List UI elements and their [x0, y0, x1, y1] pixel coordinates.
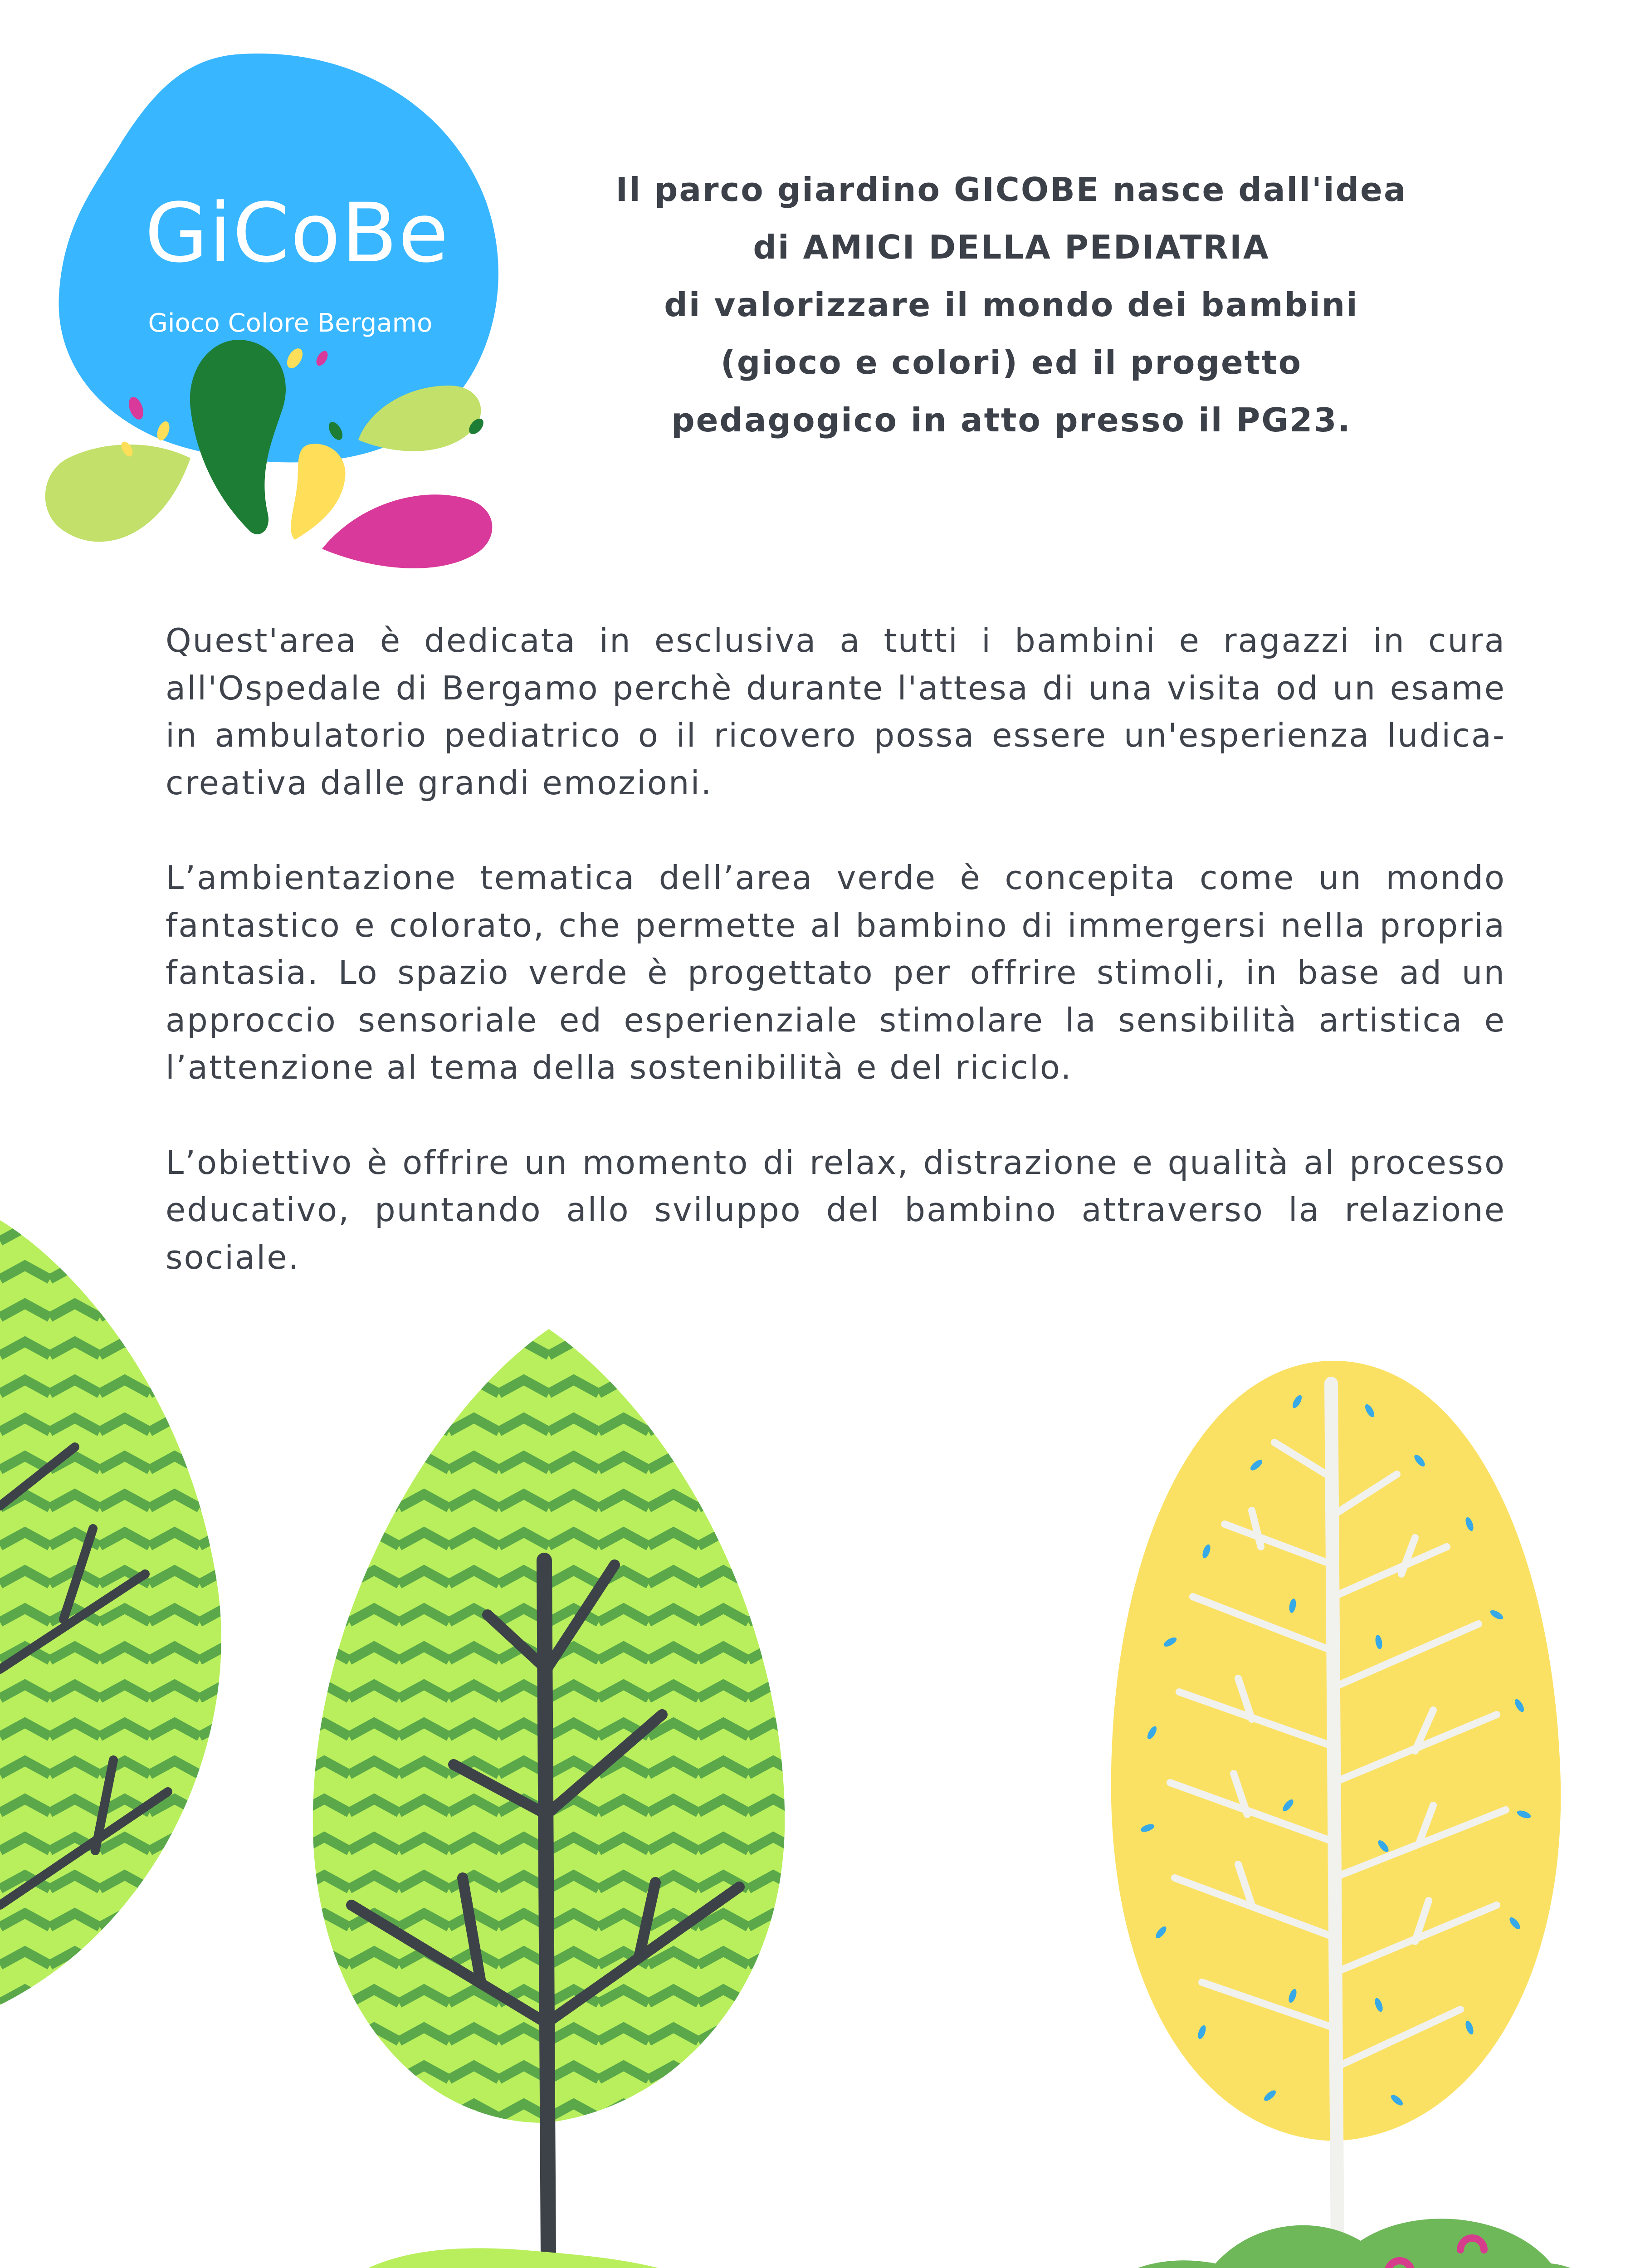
right-tree: [1111, 1361, 1561, 2268]
right-bush: [1066, 2219, 1642, 2268]
logo-name: GiCoBe: [145, 186, 449, 281]
paragraph-intro: Quest'area è dedicata in esclusiva a tutti i bambini e ragazzi in cura all'Ospedale di Bergamo perchè durante l'attesa di una visita od un esame in ambulatorio pediatrico o il ricovero possa essere un'esperienza ludica-creativa dalle grandi emozioni.: [166, 621, 1506, 802]
logo-lime-splash-left: [45, 445, 190, 542]
paragraph-obiettivo: L’obiettivo è offrire un momento di relax, distrazione e qualità al processo educativo, puntando allo sviluppo del bambino attraverso la relazione sociale.: [166, 1143, 1506, 1276]
headline-line: Il parco giardino GICOBE nasce dall'idea: [615, 171, 1407, 209]
headline-line: pedagogico in atto presso il PG23.: [671, 401, 1352, 439]
trees-illustration: [0, 1179, 1650, 2268]
logo-yellow-drop: [291, 444, 345, 540]
logo-magenta-splash: [322, 494, 492, 568]
logo-tagline: Gioco Colore Bergamo: [148, 308, 433, 338]
center-tree: [308, 1325, 794, 2268]
headline-line: di valorizzare il mondo dei bambini: [664, 286, 1359, 324]
headline: [535, 161, 1488, 449]
paragraph-ambientazione: L’ambientazione tematica dell’area verde è concepita come un mondo fantastico e colorato, che permette al bambino di immergersi nella propria fantasia. Lo spazio verde è progettato per offrire stimoli, in base ad un approccio sensoriale ed esperienziale stimolare la sensibilità artistica e l’attenzione al tema della sostenibilità e del riciclo.: [166, 859, 1506, 1086]
left-tree: [0, 1220, 236, 2009]
logo-green-drop: [190, 340, 286, 534]
headline-line: (gioco e colori) ed il progetto: [720, 343, 1303, 381]
gicobe-logo: [41, 50, 540, 576]
headline-line: di AMICI DELLA PEDIATRIA: [753, 228, 1270, 266]
